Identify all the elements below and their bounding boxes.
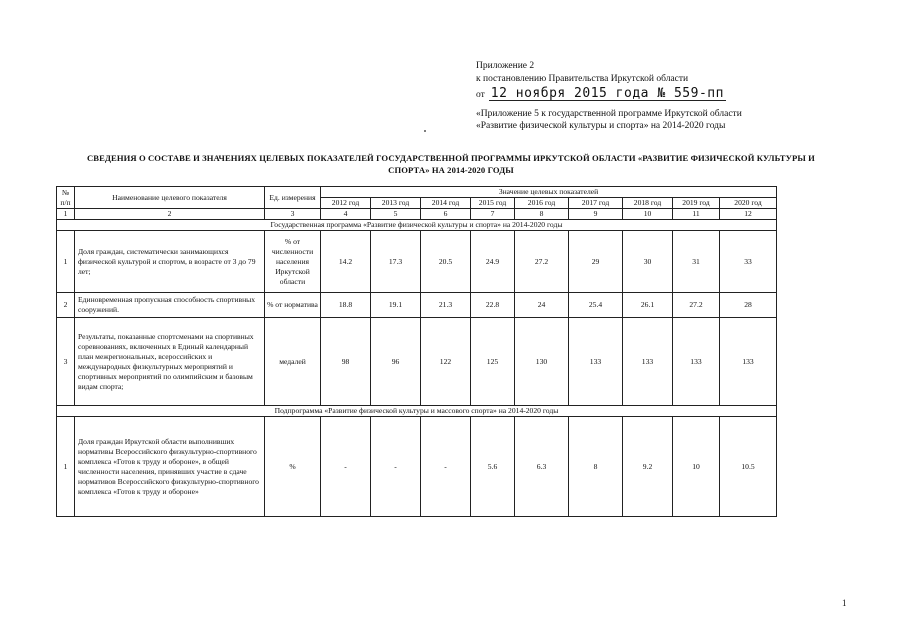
col-name-header: Наименование целевого показателя (75, 187, 265, 209)
value-cell: 28 (720, 293, 777, 318)
value-cell: 21.3 (421, 293, 471, 318)
value-cell: 133 (720, 318, 777, 406)
appendix-label: Приложение 2 (476, 61, 535, 71)
indicator-name: Единовременная пропускная способность спортивных сооружений. (75, 293, 265, 318)
value-cell: 133 (673, 318, 720, 406)
index-cell: 5 (371, 209, 421, 220)
indicator-name: Доля граждан Иркутской области выполнивших нормативы Всероссийского физкультурно-спортивного комплекса «Готов к труду и обороне», в общей численности населения, принявших участие в сдаче нормативов Всероссийского физкультурно-спортивного комплекса «Готов к труду и обороне» (75, 417, 265, 517)
page-number: 1 (842, 598, 847, 608)
section-title: Подпрограмма «Развитие физической культуры и массового спорта» на 2014-2020 годы (57, 406, 777, 417)
value-cell: 98 (321, 318, 371, 406)
year-header: 2019 год (673, 198, 720, 209)
value-cell: 33 (720, 231, 777, 293)
index-cell: 9 (569, 209, 623, 220)
value-cell: 19.1 (371, 293, 421, 318)
value-cell: 26.1 (623, 293, 673, 318)
row-num: 1 (57, 417, 75, 517)
value-cell: 29 (569, 231, 623, 293)
value-cell: 31 (673, 231, 720, 293)
col-unit-header: Ед. измерения (265, 187, 321, 209)
value-cell: 25.4 (569, 293, 623, 318)
index-cell: 11 (673, 209, 720, 220)
value-cell: 22.8 (471, 293, 515, 318)
value-cell: 10.5 (720, 417, 777, 517)
annex5-line-2: «Развитие физической культуры и спорта» на 2014-2020 годы (476, 121, 726, 131)
indicator-unit: % от численности населения Иркутской области (265, 231, 321, 293)
year-header: 2012 год (321, 198, 371, 209)
indicator-name: Результаты, показанные спортсменами на спортивных соревнованиях, включенных в Единый календарный план межрегиональных, всероссийских и международных физкультурных мероприятий и спортивных мероприятий по олимпийским и базовым видам спорта; (75, 318, 265, 406)
indicator-name: Доля граждан, систематически занимающихся физической культурой и спортом, в возрасте от 3 до 79 лет; (75, 231, 265, 293)
handwritten-date-number: 12 ноября 2015 года № 559-пп (490, 86, 724, 101)
year-header: 2018 год (623, 198, 673, 209)
value-cell: 8 (569, 417, 623, 517)
row-num: 3 (57, 318, 75, 406)
document-header (476, 60, 896, 133)
year-header: 2013 год (371, 198, 421, 209)
value-cell: 27.2 (515, 231, 569, 293)
value-cell: 133 (623, 318, 673, 406)
value-cell: - (321, 417, 371, 517)
value-cell: 125 (471, 318, 515, 406)
col-values-group-header: Значение целевых показателей (321, 187, 777, 198)
scan-speck (424, 130, 426, 132)
indicator-unit: медалей (265, 318, 321, 406)
value-cell: 17.3 (371, 231, 421, 293)
index-cell: 2 (75, 209, 265, 220)
section-row (57, 406, 777, 417)
table-row (57, 417, 777, 517)
value-cell: 18.8 (321, 293, 371, 318)
index-cell: 7 (471, 209, 515, 220)
indicator-unit: % от норматива (265, 293, 321, 318)
index-row (57, 209, 777, 220)
value-cell: 122 (421, 318, 471, 406)
year-header: 2014 год (421, 198, 471, 209)
value-cell: - (371, 417, 421, 517)
index-cell: 12 (720, 209, 777, 220)
value-cell: 133 (569, 318, 623, 406)
table-row (57, 293, 777, 318)
index-cell: 10 (623, 209, 673, 220)
indicator-unit: % (265, 417, 321, 517)
value-cell: 20.5 (421, 231, 471, 293)
value-cell: 130 (515, 318, 569, 406)
year-header: 2015 год (471, 198, 515, 209)
indicators-table (56, 186, 777, 517)
value-cell: 5.6 (471, 417, 515, 517)
value-cell: - (421, 417, 471, 517)
value-cell: 27.2 (673, 293, 720, 318)
index-cell: 3 (265, 209, 321, 220)
section-row (57, 220, 777, 231)
title-line-2: СПОРТА» НА 2014-2020 ГОДЫ (388, 164, 514, 175)
value-cell: 9.2 (623, 417, 673, 517)
header-row-1 (57, 187, 777, 198)
value-cell: 14.2 (321, 231, 371, 293)
value-cell: 24.9 (471, 231, 515, 293)
year-header: 2016 год (515, 198, 569, 209)
value-cell: 30 (623, 231, 673, 293)
col-num-header: № п/п (57, 187, 75, 209)
year-header: 2020 год (720, 198, 777, 209)
resolution-date-line (476, 87, 896, 102)
row-num: 1 (57, 231, 75, 293)
table-row (57, 231, 777, 293)
title-line-1: СВЕДЕНИЯ О СОСТАВЕ И ЗНАЧЕНИЯХ ЦЕЛЕВЫХ ПОКАЗАТЕЛЕЙ ГОСУДАРСТВЕННОЙ ПРОГРАММЫ ИРКУТСКОЙ ОБЛАСТИ «РАЗВИТИЕ ФИЗИЧЕСКОЙ КУЛЬТУРЫ И (87, 153, 815, 163)
index-cell: 4 (321, 209, 371, 220)
year-header: 2017 год (569, 198, 623, 209)
document-title (56, 153, 846, 176)
value-cell: 6.3 (515, 417, 569, 517)
section-title: Государственная программа «Развитие физической культуры и спорта» на 2014-2020 годы (57, 220, 777, 231)
date-prefix: от (476, 90, 485, 100)
index-cell: 8 (515, 209, 569, 220)
row-num: 2 (57, 293, 75, 318)
table-row (57, 318, 777, 406)
value-cell: 10 (673, 417, 720, 517)
value-cell: 24 (515, 293, 569, 318)
value-cell: 96 (371, 318, 421, 406)
index-cell: 6 (421, 209, 471, 220)
resolution-line: к постановлению Правительства Иркутской области (476, 73, 689, 84)
annex5-line-1: «Приложение 5 к государственной программе Иркутской области (476, 108, 742, 119)
index-cell: 1 (57, 209, 75, 220)
